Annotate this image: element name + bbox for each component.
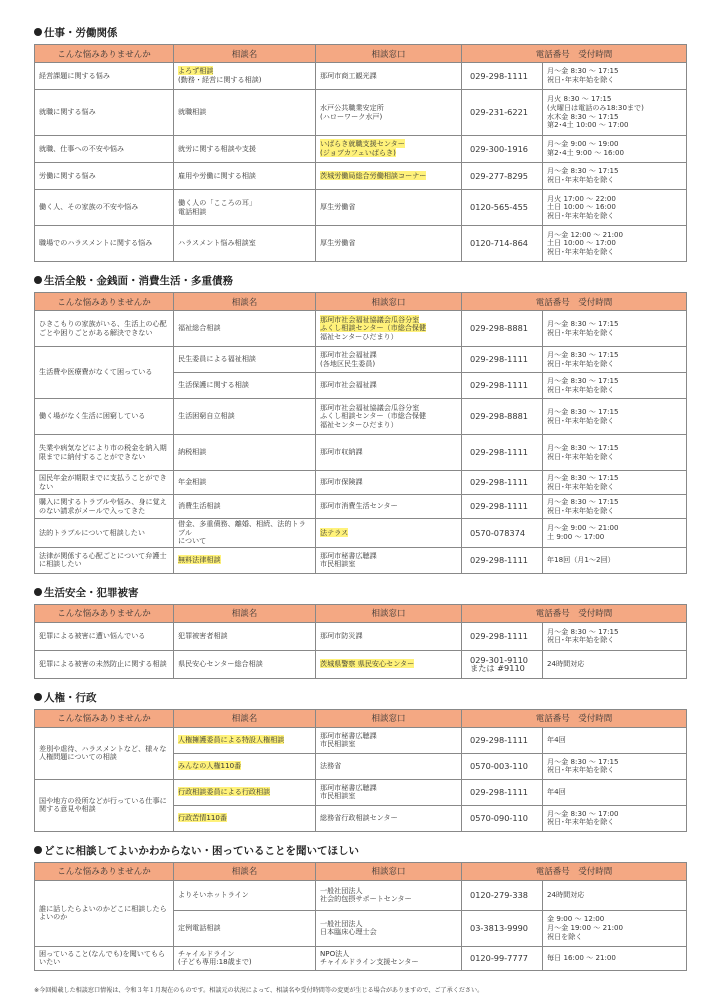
phone-number: 029-298-8881	[462, 311, 543, 347]
concern: 法律が関係する心配ごとについて弁護士に相談したい	[35, 547, 174, 573]
concern: 労働に関する悩み	[35, 163, 174, 190]
consult-name: よろず相談 (勤務・経営に関する相談)	[174, 63, 316, 90]
consult-name: 民生委員による福祉相談	[174, 347, 316, 373]
phone-number: 029-231-6221	[462, 90, 543, 136]
consult-name: 県民安心センター総合相談	[174, 650, 316, 678]
concern: 差別や虐待、ハラスメントなど、様々な人権問題についての相談	[35, 727, 174, 779]
table-work	[34, 44, 687, 262]
consult-window: 一般社団法人 日本臨床心理士会	[316, 910, 462, 946]
header-phone: 電話番号 受付時間	[462, 293, 687, 311]
consult-window: 茨城労働局総合労働相談コーナー	[316, 163, 462, 190]
consult-window: 法務省	[316, 753, 462, 779]
table-rights	[34, 709, 687, 832]
table-row	[35, 471, 687, 495]
table-row	[35, 880, 687, 910]
consult-name: 納税相談	[174, 435, 316, 471]
table-safety	[34, 604, 687, 679]
concern: 法的トラブルについて相談したい	[35, 519, 174, 548]
concern: 国や地方の役所などが行っている仕事に関する意見や相談	[35, 779, 174, 831]
phone-number: 029-300-1916	[462, 136, 543, 163]
phone-number: 03-3813-9990	[462, 910, 543, 946]
concern: 就職、仕事への不安や悩み	[35, 136, 174, 163]
consult-window: 那珂市秘書広聴課 市民相談室	[316, 779, 462, 805]
table-row	[35, 650, 687, 678]
concern: 誰に話したらよいのかどこに相談したらよいのか	[35, 880, 174, 946]
consult-name: 雇用や労働に関する相談	[174, 163, 316, 190]
bullet-icon	[34, 693, 42, 701]
phone-number: 029-301-9110 または #9110	[462, 650, 543, 678]
consult-name: 人権擁護委員による特設人権相談	[174, 727, 316, 753]
hours: 月～金 9:00 ～ 19:00 第2･4土 9:00 ～ 16:00	[543, 136, 687, 163]
phone-number: 029-298-1111	[462, 779, 543, 805]
consult-name: 借金、多重債務、離婚、相続、法的トラブル について	[174, 519, 316, 548]
hours: 月～金 8:30 ～ 17:15 祝日･年末年始を除く	[543, 622, 687, 650]
consultation-guide	[34, 26, 686, 971]
consult-window: 那珂市社会福祉協議会瓜谷分室 ふくし相談センター（市総合保健 福祉センターひだまり）	[316, 399, 462, 435]
header-name: 相談名	[174, 293, 316, 311]
header-concern: こんな悩みありませんか	[35, 604, 174, 622]
consult-window: 那珂市社会福祉課 (各地区民生委員)	[316, 347, 462, 373]
table-row	[35, 519, 687, 548]
concern: 就職に関する悩み	[35, 90, 174, 136]
consult-window: 茨城県警察 県民安心センター	[316, 650, 462, 678]
consult-window: 那珂市保険課	[316, 471, 462, 495]
hours: 月～金 8:30 ～ 17:15 祝日･年末年始を除く	[543, 753, 687, 779]
hours: 24時間対応	[543, 880, 687, 910]
consult-name: 定例電話相談	[174, 910, 316, 946]
header-name: 相談名	[174, 709, 316, 727]
header-name: 相談名	[174, 604, 316, 622]
header-concern: こんな悩みありませんか	[35, 293, 174, 311]
table-header	[35, 45, 687, 63]
hours: 月～金 8:30 ～ 17:15 祝日･年末年始を除く	[543, 495, 687, 519]
consult-window: 総務省行政相談センター	[316, 805, 462, 831]
header-window: 相談窓口	[316, 45, 462, 63]
table-row	[35, 779, 687, 805]
hours: 月～金 9:00 ～ 21:00 土 9:00 ～ 17:00	[543, 519, 687, 548]
table-row	[35, 136, 687, 163]
consult-window: 那珂市秘書広聴課 市民相談室	[316, 727, 462, 753]
bullet-icon	[34, 588, 42, 596]
header-phone: 電話番号 受付時間	[462, 709, 687, 727]
consult-name: 福祉総合相談	[174, 311, 316, 347]
header-name: 相談名	[174, 45, 316, 63]
concern: ひきこもりの家族がいる、生活上の心配ごとや困りごとがある解決できない	[35, 311, 174, 347]
header-phone: 電話番号 受付時間	[462, 45, 687, 63]
hours: 月～金 8:30 ～ 17:15 祝日･年末年始を除く	[543, 347, 687, 373]
consult-name: ハラスメント悩み相談室	[174, 226, 316, 262]
consult-name: 年金相談	[174, 471, 316, 495]
phone-number: 029-298-8881	[462, 399, 543, 435]
table-row	[35, 226, 687, 262]
table-row	[35, 435, 687, 471]
consult-window: 厚生労働省	[316, 190, 462, 226]
footnote: ※今回掲載した相談窓口情報は、令和３年１月現在のものです。相談元の状況によって、相談名や受付時間等の変更が生じる場合がありますので、ご了承ください。	[34, 987, 484, 994]
table-row	[35, 622, 687, 650]
table-row	[35, 495, 687, 519]
table-row	[35, 311, 687, 347]
consult-name: 消費生活相談	[174, 495, 316, 519]
concern: 働く場がなく生活に困窮している	[35, 399, 174, 435]
concern: 犯罪による被害の未然防止に関する相談	[35, 650, 174, 678]
header-phone: 電話番号 受付時間	[462, 604, 687, 622]
consult-window: いばらき就職支援センター (ジョブカフェいばらき)	[316, 136, 462, 163]
header-window: 相談窓口	[316, 862, 462, 880]
hours: 月～金 8:30 ～ 17:15 祝日･年末年始を除く	[543, 373, 687, 399]
table-header	[35, 709, 687, 727]
table-row	[35, 946, 687, 970]
table-row	[35, 63, 687, 90]
consult-name: チャイルドライン (子ども専用:18歳まで)	[174, 946, 316, 970]
header-window: 相談窓口	[316, 709, 462, 727]
hours: 月～金 8:30 ～ 17:15 祝日･年末年始を除く	[543, 399, 687, 435]
bullet-icon	[34, 276, 42, 284]
phone-number: 029-298-1111	[462, 373, 543, 399]
concern: 生活費や医療費がなくて困っている	[35, 347, 174, 399]
consult-name: よりそいホットライン	[174, 880, 316, 910]
hours: 年4回	[543, 779, 687, 805]
phone-number: 029-277-8295	[462, 163, 543, 190]
concern: 失業や病気などにより市の税金を納入期限までに納付することができない	[35, 435, 174, 471]
concern: 困っていること(なんでも)を聞いてもらいたい	[35, 946, 174, 970]
hours: 24時間対応	[543, 650, 687, 678]
consult-name: 就職相談	[174, 90, 316, 136]
phone-number: 0120-279-338	[462, 880, 543, 910]
concern: 犯罪による被害に遭い悩んでいる	[35, 622, 174, 650]
table-row	[35, 727, 687, 753]
concern: 国民年金が期限までに支払うことができない	[35, 471, 174, 495]
consult-window: NPO法人 チャイルドライン支援センター	[316, 946, 462, 970]
hours: 月～金 8:30 ～ 17:15 祝日･年末年始を除く	[543, 311, 687, 347]
header-concern: こんな悩みありませんか	[35, 862, 174, 880]
table-row	[35, 399, 687, 435]
consult-window: 一般社団法人 社会的包摂サポートセンター	[316, 880, 462, 910]
hours: 月～金 12:00 ～ 21:00 土日 10:00 ～ 17:00 祝日･年末年始を除く	[543, 226, 687, 262]
consult-name: 無料法律相談	[174, 547, 316, 573]
bullet-icon	[34, 28, 42, 36]
consult-window: 那珂市消費生活センター	[316, 495, 462, 519]
table-header	[35, 604, 687, 622]
consult-window: 那珂市収納課	[316, 435, 462, 471]
phone-number: 029-298-1111	[462, 347, 543, 373]
bullet-icon	[34, 846, 42, 854]
concern: 経営課題に関する悩み	[35, 63, 174, 90]
consult-window: 厚生労働省	[316, 226, 462, 262]
section-title-safety: 生活安全・犯罪被害	[34, 586, 686, 600]
consult-name: 生活保護に関する相談	[174, 373, 316, 399]
hours: 月～金 8:30 ～ 17:15 祝日･年末年始を除く	[543, 63, 687, 90]
consult-window: 那珂市防災課	[316, 622, 462, 650]
table-header	[35, 862, 687, 880]
section-title-rights: 人権・行政	[34, 691, 686, 705]
phone-number: 029-298-1111	[462, 622, 543, 650]
phone-number: 029-298-1111	[462, 471, 543, 495]
consult-window: 法テラス	[316, 519, 462, 548]
phone-number: 029-298-1111	[462, 495, 543, 519]
table-row	[35, 90, 687, 136]
section-title-other: どこに相談してよいかわからない・困っていることを聞いてほしい	[34, 844, 686, 858]
phone-number: 0570-078374	[462, 519, 543, 548]
hours: 月火 8:30 ～ 17:15 (火曜日は電話のみ18:30まで) 水木金 8:30 ～ 17:15 第2･4土 10:00 ～ 17:00	[543, 90, 687, 136]
hours: 金 9:00 ～ 12:00 月～金 19:00 ～ 21:00 祝日を除く	[543, 910, 687, 946]
hours: 月～金 8:30 ～ 17:15 祝日･年末年始を除く	[543, 471, 687, 495]
consult-window: 那珂市商工観光課	[316, 63, 462, 90]
table-row	[35, 347, 687, 373]
hours: 月～金 8:30 ～ 17:15 祝日･年末年始を除く	[543, 163, 687, 190]
table-row	[35, 163, 687, 190]
hours: 月～金 8:30 ～ 17:15 祝日･年末年始を除く	[543, 435, 687, 471]
hours: 毎日 16:00 ～ 21:00	[543, 946, 687, 970]
header-window: 相談窓口	[316, 604, 462, 622]
phone-number: 0570-003-110	[462, 753, 543, 779]
consult-name: 生活困窮自立相談	[174, 399, 316, 435]
hours: 月～金 8:30 ～ 17:00 祝日･年末年始を除く	[543, 805, 687, 831]
phone-number: 029-298-1111	[462, 727, 543, 753]
hours: 年4回	[543, 727, 687, 753]
consult-name: 犯罪被害者相談	[174, 622, 316, 650]
table-row	[35, 547, 687, 573]
consult-window: 那珂市社会福祉課	[316, 373, 462, 399]
consult-name: 行政苦情110番	[174, 805, 316, 831]
table-other	[34, 862, 687, 971]
concern: 職場でのハラスメントに関する悩み	[35, 226, 174, 262]
hours: 年18回（月1～2回）	[543, 547, 687, 573]
consult-name: 就労に関する相談や支援	[174, 136, 316, 163]
header-phone: 電話番号 受付時間	[462, 862, 687, 880]
table-life	[34, 292, 687, 574]
phone-number: 0120-99-7777	[462, 946, 543, 970]
consult-name: 働く人の「こころの耳」 電話相談	[174, 190, 316, 226]
header-concern: こんな悩みありませんか	[35, 709, 174, 727]
table-header	[35, 293, 687, 311]
section-title-life: 生活全般・金銭面・消費生活・多重債務	[34, 274, 686, 288]
consult-name: みんなの人権110番	[174, 753, 316, 779]
consult-name: 行政相談委員による行政相談	[174, 779, 316, 805]
phone-number: 029-298-1111	[462, 63, 543, 90]
phone-number: 0120-565-455	[462, 190, 543, 226]
concern: 働く人、その家族の不安や悩み	[35, 190, 174, 226]
phone-number: 0570-090-110	[462, 805, 543, 831]
phone-number: 029-298-1111	[462, 547, 543, 573]
phone-number: 0120-714-864	[462, 226, 543, 262]
header-window: 相談窓口	[316, 293, 462, 311]
header-concern: こんな悩みありませんか	[35, 45, 174, 63]
concern: 購入に関するトラブルや悩み、身に覚えのない請求がメールで入ってきた	[35, 495, 174, 519]
consult-window: 水戸公共職業安定所 (ハローワーク水戸)	[316, 90, 462, 136]
header-name: 相談名	[174, 862, 316, 880]
section-title-work: 仕事・労働関係	[34, 26, 686, 40]
consult-window: 那珂市社会福祉協議会瓜谷分室 ふくし相談センター（市総合保健 福祉センターひだまり）	[316, 311, 462, 347]
consult-window: 那珂市秘書広聴課 市民相談室	[316, 547, 462, 573]
phone-number: 029-298-1111	[462, 435, 543, 471]
table-row	[35, 190, 687, 226]
hours: 月火 17:00 ～ 22:00 土日 10:00 ～ 16:00 祝日･年末年始を除く	[543, 190, 687, 226]
